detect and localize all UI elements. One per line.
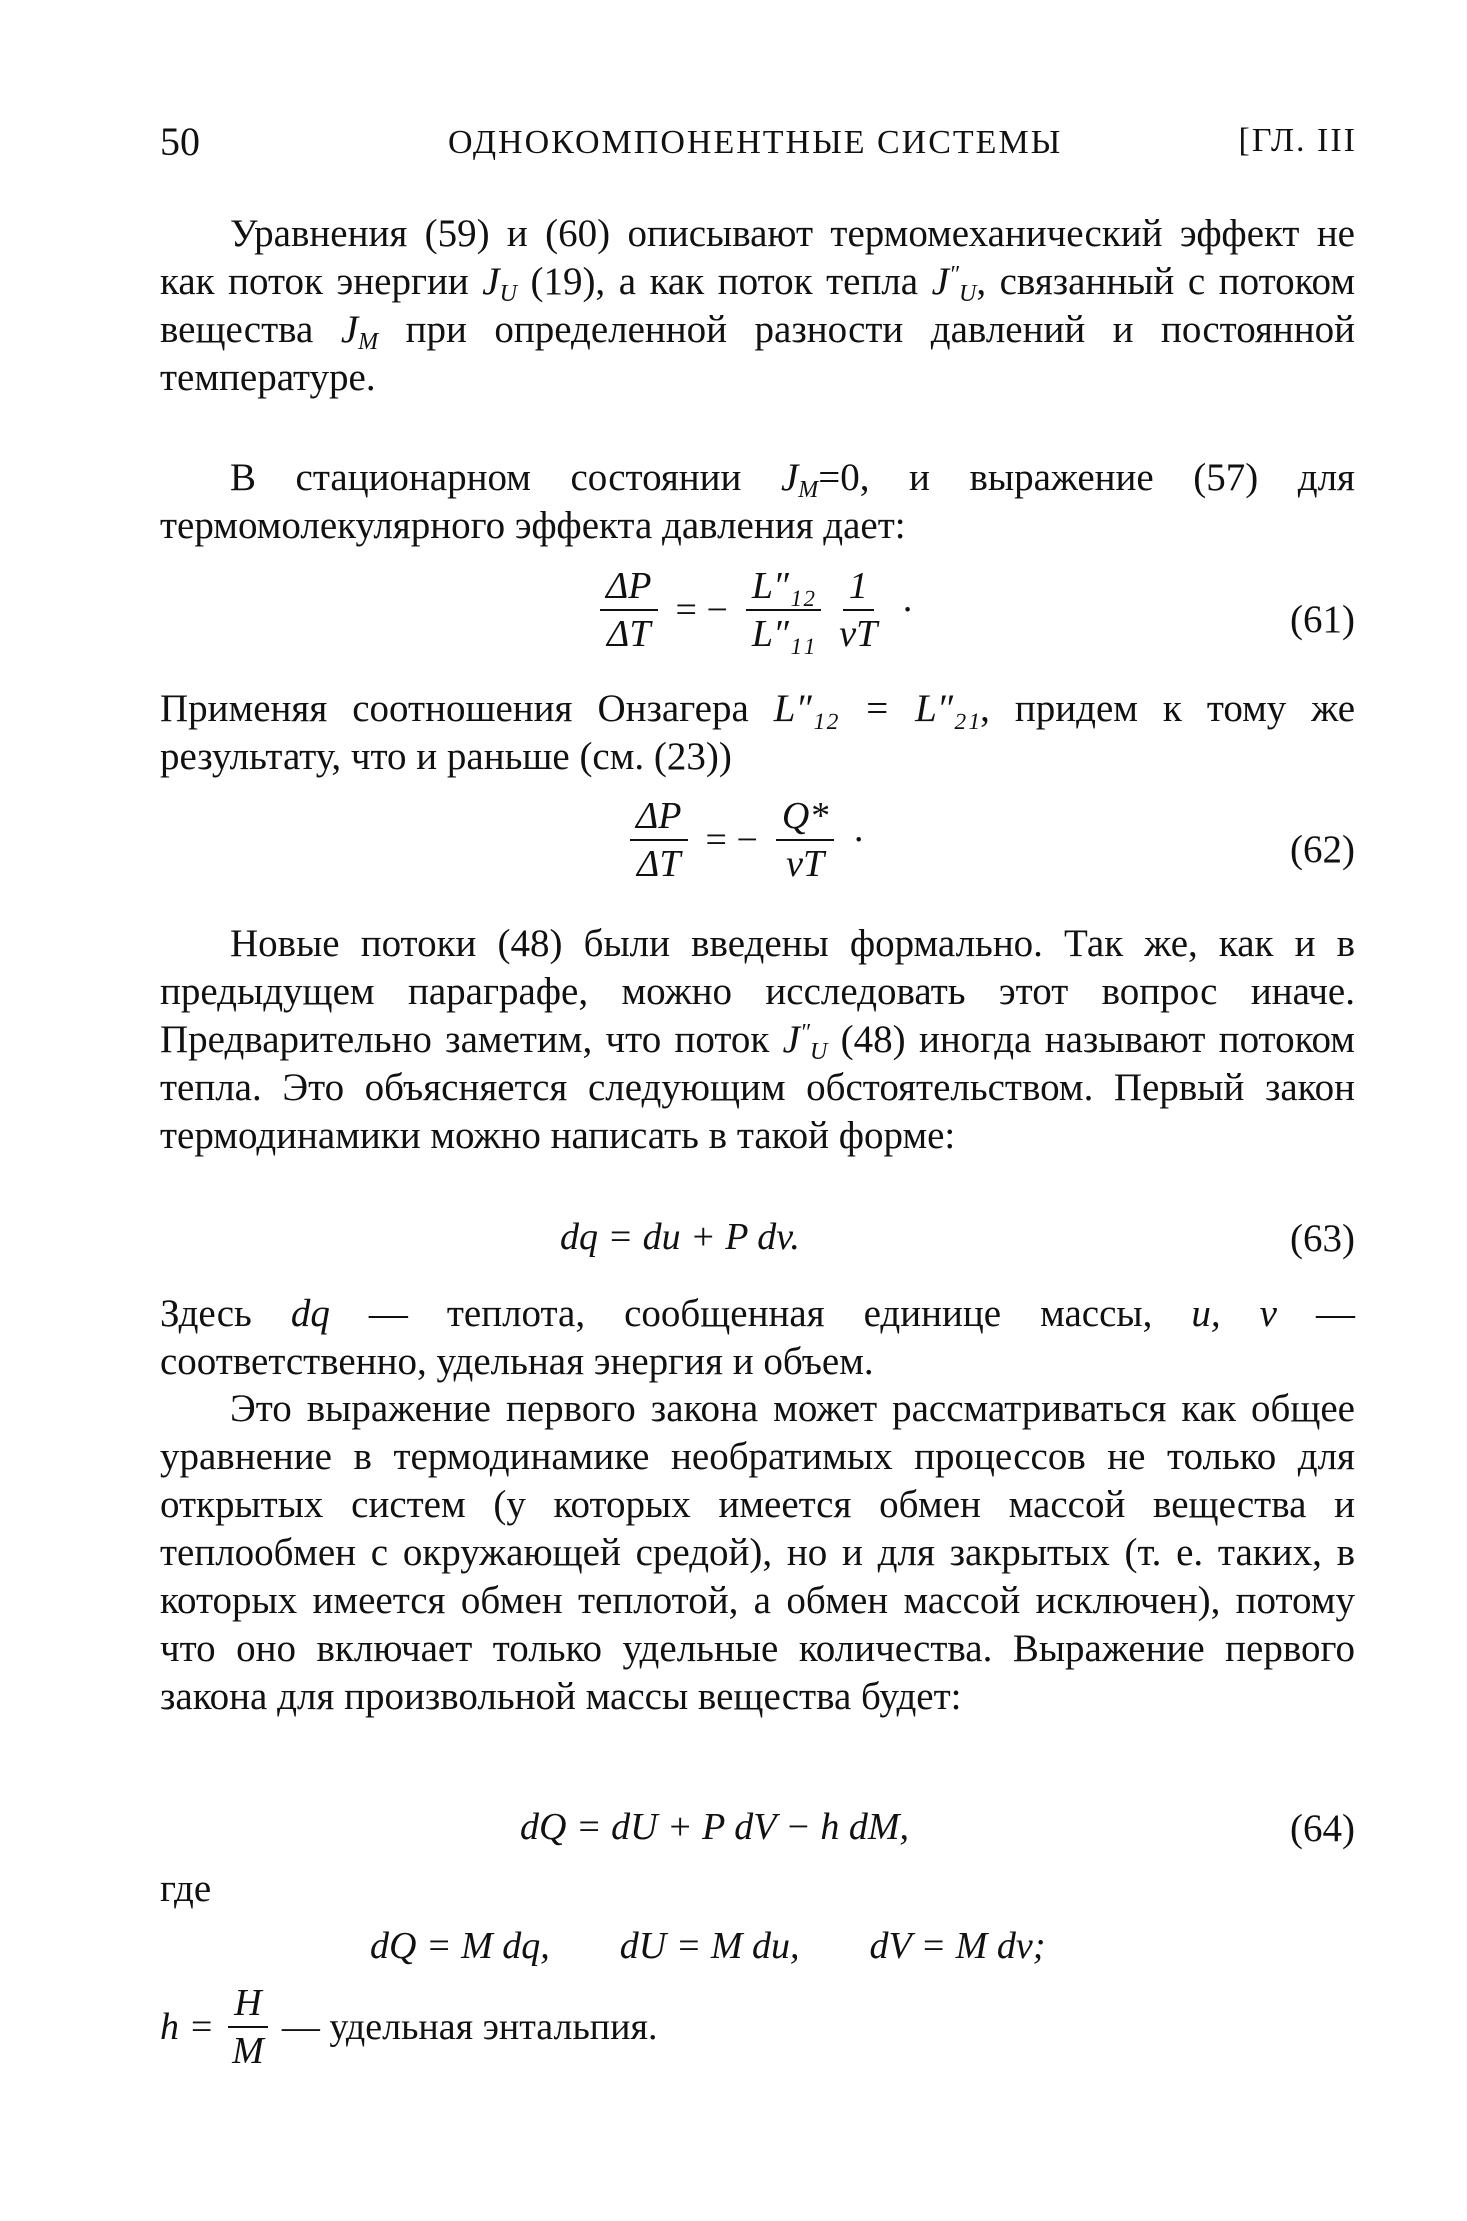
symbol-JM: $J_M$ [340, 308, 379, 355]
equation-number: (63) [1290, 1217, 1355, 1260]
equals-minus: = − [705, 819, 758, 861]
text-span: Здесь [160, 1292, 291, 1335]
symbol-J-dd: $J''_U$ [931, 260, 977, 307]
running-head [160, 118, 1357, 178]
enthalpy-text: — удельная энтальпия. [281, 2006, 658, 2048]
paragraph-here [160, 1290, 1355, 1386]
text-span: , связанный с потоком вещества [160, 260, 1355, 351]
equals-minus: = − [675, 589, 728, 631]
denominator: vT [786, 843, 825, 885]
denominator: ΔT [637, 843, 681, 885]
text-span: В стационарном состоянии [230, 456, 781, 499]
fraction [833, 565, 883, 655]
dot: · [901, 589, 914, 631]
denominator: L″₁₁ [751, 613, 816, 655]
numerator: L″₁₂ [746, 565, 821, 611]
fraction [630, 795, 688, 885]
equation-number: (61) [1290, 598, 1355, 641]
text-span: Уравнения (59) и (60) описывают термомеханический эффект не как поток энергии [160, 212, 1355, 303]
equation-number: (64) [1290, 1807, 1355, 1850]
equation-definitions [160, 1920, 1355, 1980]
equation-63 [160, 1210, 1355, 1270]
numerator: ΔP [600, 565, 658, 611]
symbol-JM: $J_M$ [780, 456, 819, 503]
denominator: vT [839, 613, 878, 655]
chapter-reference: [ГЛ. III [1238, 122, 1357, 159]
running-title: ОДНОКОМПОНЕНТНЫЕ СИСТЕМЫ [448, 124, 1063, 161]
numerator: Q* [776, 795, 834, 841]
text-span: — теплота, сообщенная единице массы, [329, 1292, 1192, 1335]
paragraph-onsager [160, 685, 1355, 781]
word-where [160, 1865, 1355, 1913]
paragraph-thermomechanical [160, 210, 1355, 402]
equation-number: (62) [1290, 828, 1355, 871]
text-span: — соответственно, удельная энергия и объем. [160, 1292, 1356, 1383]
fraction [776, 795, 834, 885]
equation-text: dQ = dU + P dV − h dM, [520, 1806, 910, 1848]
symbol-J: $J_U$ [482, 260, 517, 307]
denominator: M [232, 2030, 264, 2072]
text-span: где [160, 1867, 212, 1910]
enthalpy-body [160, 1982, 657, 2072]
numerator: 1 [843, 565, 874, 611]
fraction [746, 565, 821, 655]
page-number: 50 [160, 119, 200, 164]
equation-61-body [600, 565, 920, 655]
text-span: (48) иногда называют потоком тепла. Это объясняется следующим обстоятельством. Первый закон термодинамики можно написать в такой форме: [160, 1018, 1355, 1157]
enthalpy-lhs: h = [160, 2006, 215, 2048]
definition-dU: dU = M du, [619, 1925, 800, 1967]
text-span: Применяя соотношения Онзагера [160, 687, 774, 730]
equation-64-body [520, 1805, 909, 1849]
paragraph-stationary [160, 454, 1355, 550]
numerator: H [228, 1982, 267, 2028]
text-span: =0, и выражение (57) для термомолекулярного эффекта давления дает: [160, 456, 1355, 547]
equation-61 [160, 565, 1355, 685]
onsager-relation: L″₁₂ = L″₂₁ [773, 687, 981, 730]
text-span: Это выражение первого закона может рассматриваться как общее уравнение в термодинамике необратимых процессов не только для открытых систем (у которых имеется обмен массой вещества и теплообмен с окружающей средой), но и для закрытых (т. е. таких, в которых имеется обмен теплотой, а обмен массой исключен), потому что оно включает только удельные количества. Выражение первого закона для произвольной массы вещества будет: [160, 1387, 1355, 1718]
paragraph-new-flows [160, 920, 1355, 1160]
equation-62-body [630, 795, 871, 885]
text-span: (19), а как поток тепла [516, 260, 932, 303]
fraction [600, 565, 658, 655]
equation-64 [160, 1800, 1355, 1860]
text-span: Новые потоки (48) были введены формально. Так же, как и в предыдущем параграфе, можно исследовать этот вопрос иначе. Предварительно заметим, что поток [160, 922, 1355, 1061]
symbol-u-v: u, v [1191, 1292, 1277, 1335]
numerator: ΔP [630, 795, 688, 841]
text-span: , придем к тому же результату, что и раньше (см. (23)) [160, 687, 1356, 778]
fraction [226, 1982, 270, 2072]
paragraph-first-law [160, 1385, 1355, 1721]
definitions-body [370, 1924, 1045, 1968]
definition-dV: dV = M dv; [869, 1925, 1046, 1967]
denominator: ΔT [607, 613, 651, 655]
text-span: при определенной разности давлений и постоянной температуре. [160, 308, 1355, 399]
symbol-J-dd: $J''_U$ [782, 1018, 828, 1065]
symbol-dq: dq [290, 1292, 330, 1335]
enthalpy-definition [160, 1982, 1355, 2092]
equation-62 [160, 795, 1355, 915]
equation-text: dq = du + P dv. [560, 1216, 800, 1258]
dot: · [852, 819, 865, 861]
definition-dQ: dQ = M dq, [370, 1925, 550, 1967]
equation-63-body [560, 1215, 800, 1259]
